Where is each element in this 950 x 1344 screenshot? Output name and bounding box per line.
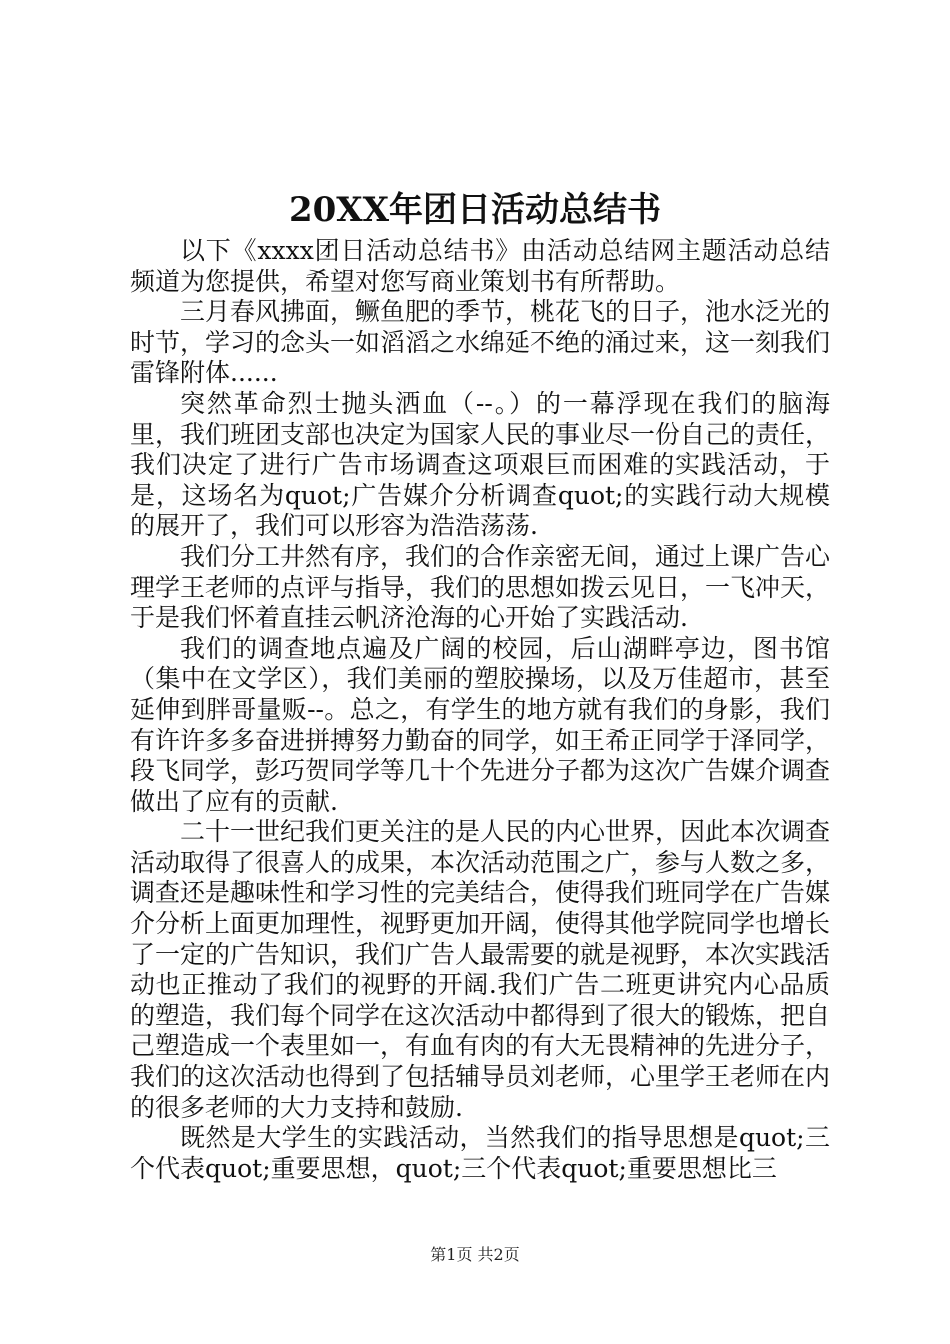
document-body xyxy=(130,236,830,1184)
paragraph-intro: 以下《xxxx团日活动总结书》由活动总结网主题活动总结频道为您提供，希望对您写商业策划书有所帮助。 xyxy=(130,236,830,296)
paragraph-results: 二十一世纪我们更关注的是人民的内心世界，因此本次调查活动取得了很喜人的成果，本次活动范围之广，参与人数之多，调查还是趣味性和学习性的完美结合，使得我们班同学在广告媒介分析上面更加理性，视野更加开阔，使得其他学院同学也增长了一定的广告知识，我们广告人最需要的就是视野，本次实践活动也正推动了我们的视野的开阔.我们广告二班更讲究内心品质的塑造，我们每个同学在这次活动中都得到了很大的锻炼，把自己塑造成一个表里如一，有血有肉的有大无畏精神的先进分子，我们的这次活动也得到了包括辅导员刘老师，心里学王老师在内的很多老师的大力支持和鼓励. xyxy=(130,817,831,1122)
paragraph-spring: 三月春风拂面，鳜鱼肥的季节，桃花飞的日子，池水泛光的时节，学习的念头一如滔滔之水绵延不绝的涌过来，这一刻我们雷锋附体...... xyxy=(130,297,831,388)
paragraph-guiding-thought: 既然是大学生的实践活动，当然我们的指导思想是quot;三个代表quot;重要思想，quot;三个代表quot;重要思想比三 xyxy=(130,1123,830,1183)
page-number-footer: 第1页 共2页 xyxy=(430,1245,520,1264)
paragraph-locations: 我们的调查地点遍及广阔的校园，后山湖畔亭边，图书馆（集中在文学区），我们美丽的塑胶操场，以及万佳超市，甚至延伸到胖哥量贩--。总之，有学生的地方就有我们的身影，我们有许许多多奋进拼搏努力勤奋的同学，如王希正同学于泽同学，段飞同学，彭巧贺同学等几十个先进分子都为这次广告媒介调查做出了应有的贡献. xyxy=(130,633,831,816)
document-title: 20XX年团日活动总结书 xyxy=(288,190,662,230)
paragraph-teamwork: 我们分工井然有序，我们的合作亲密无间，通过上课广告心理学王老师的点评与指导，我们的思想如拨云见日，一飞冲天，于是我们怀着直挂云帆济沧海的心开始了实践活动. xyxy=(130,541,831,633)
paragraph-decision: 突然革命烈士抛头洒血（--。）的一幕浮现在我们的脑海里，我们班团支部也决定为国家人民的事业尽一份自己的责任，我们决定了进行广告市场调查这项艰巨而困难的实践活动，于是，这场名为quot;广告媒介分析调查quot;的实践行动大规模的展开了，我们可以形容为浩浩荡荡. xyxy=(130,388,831,541)
